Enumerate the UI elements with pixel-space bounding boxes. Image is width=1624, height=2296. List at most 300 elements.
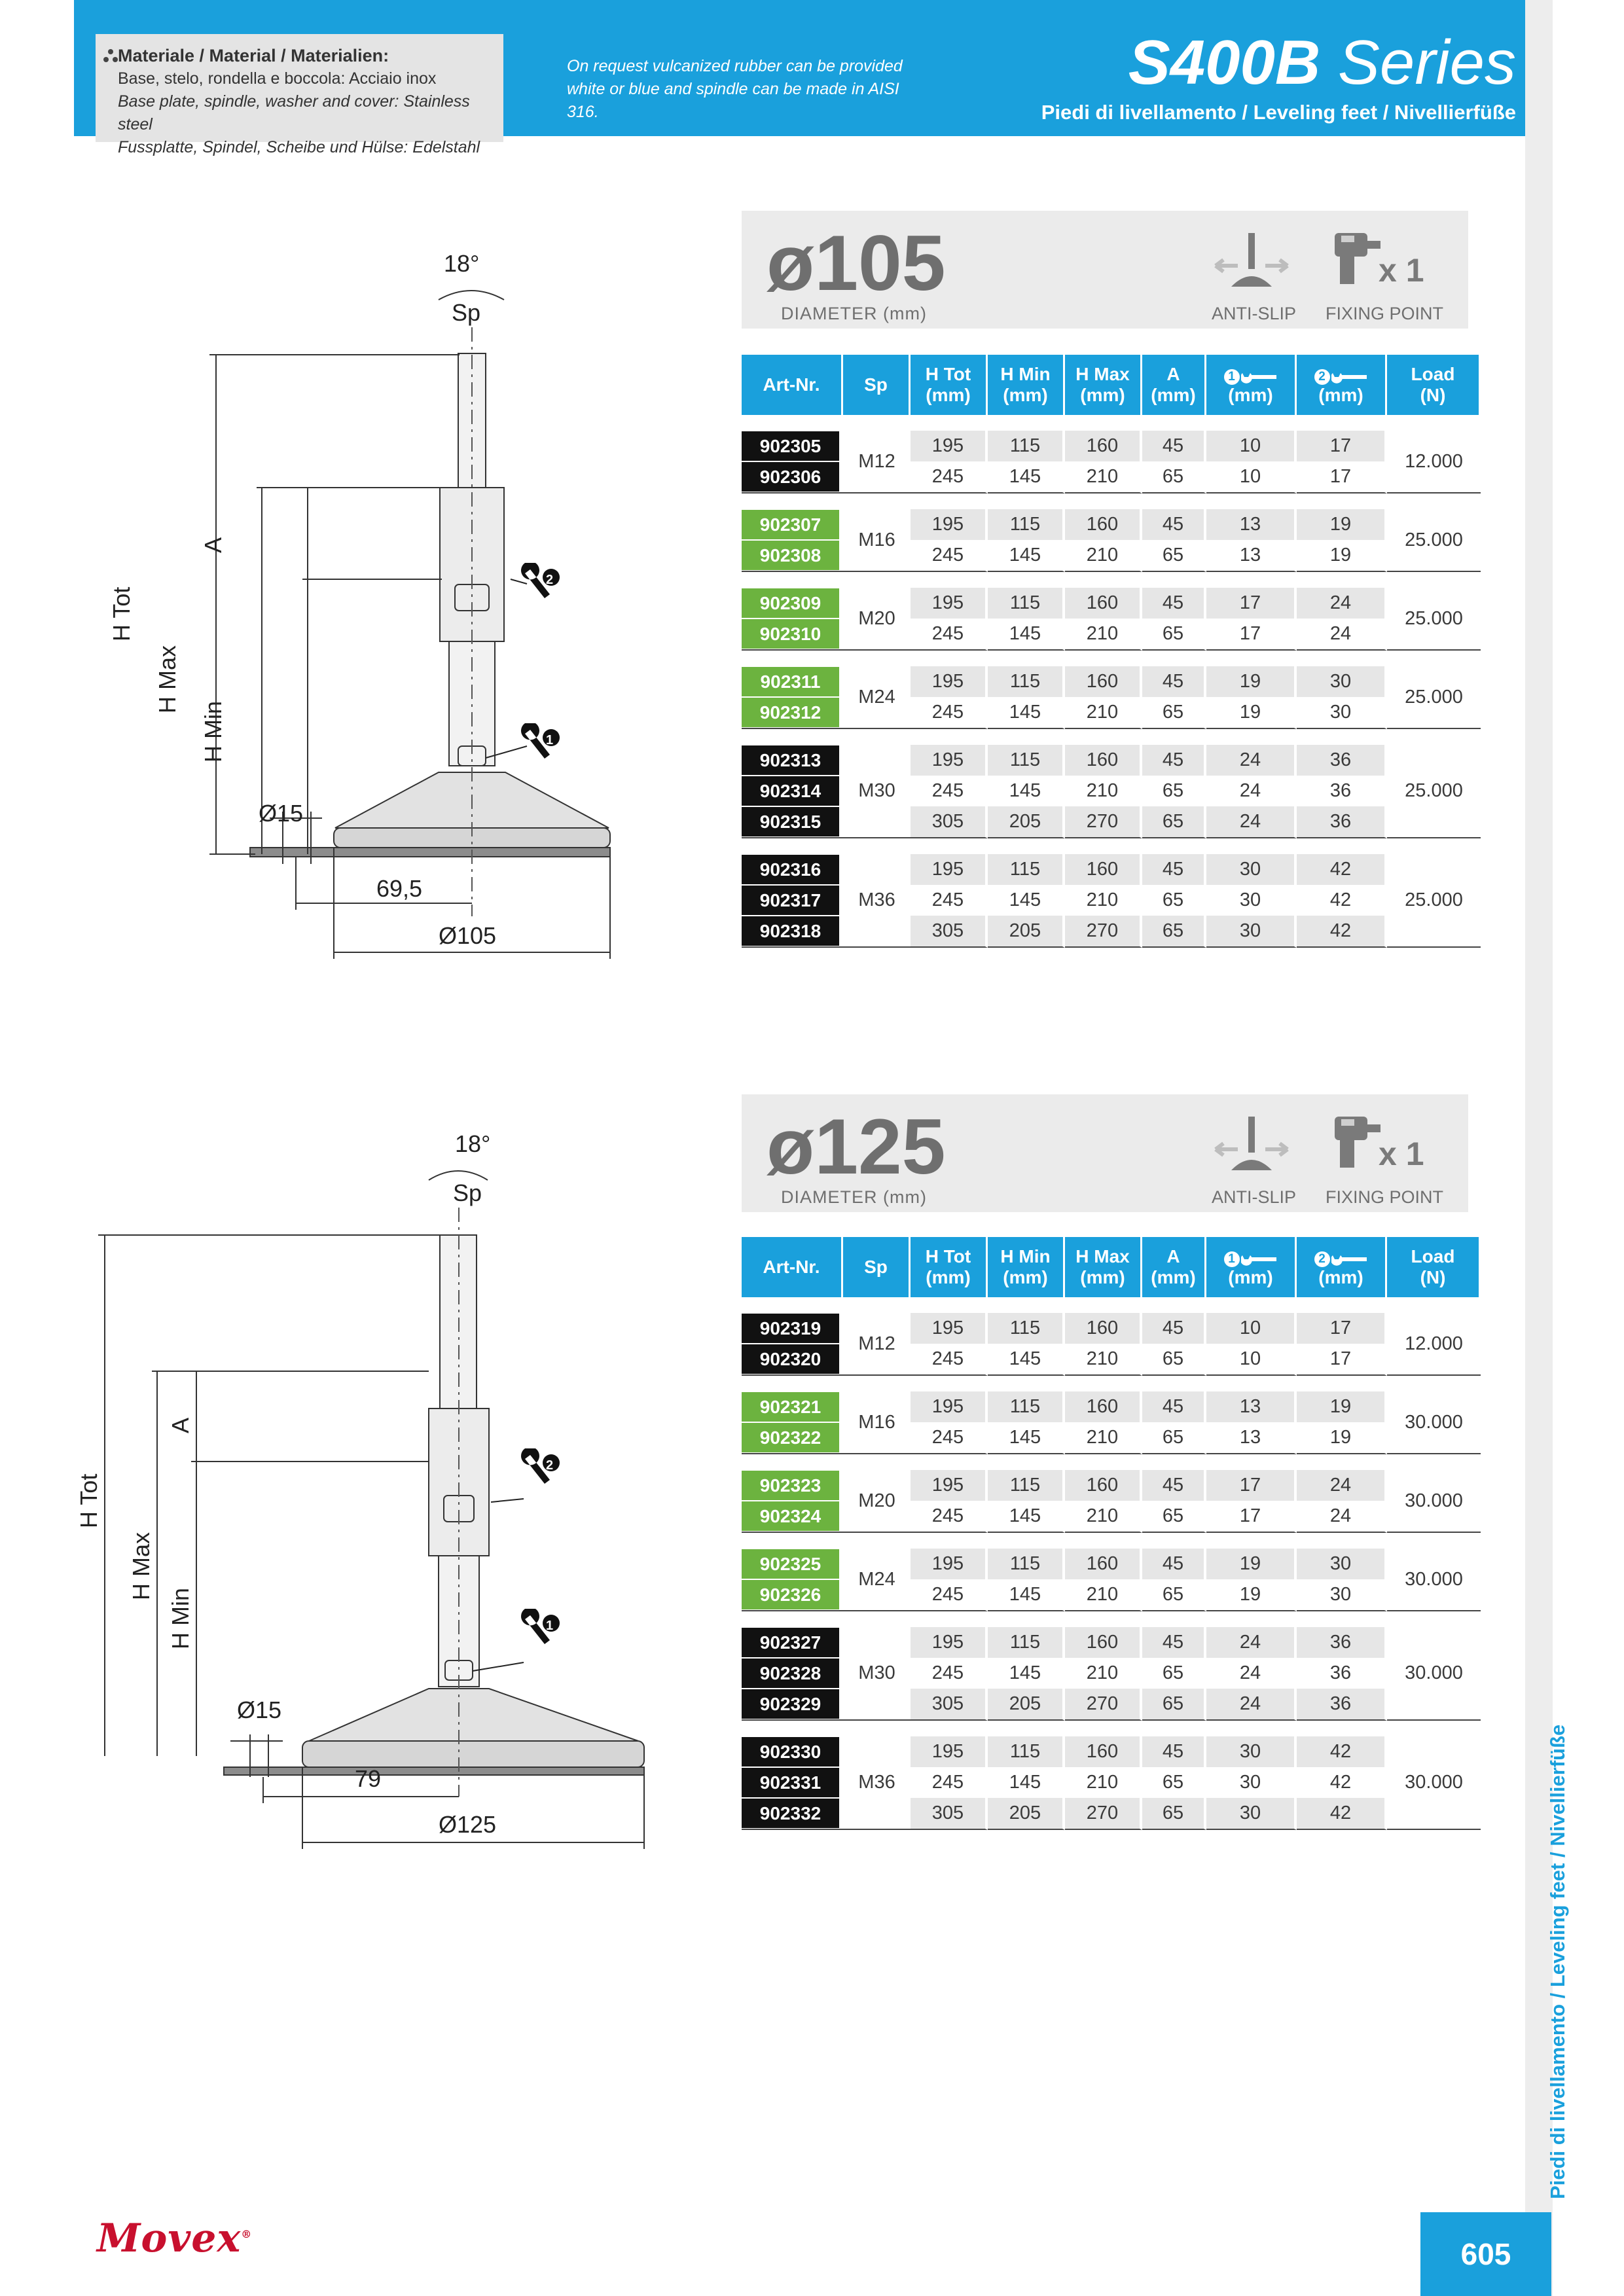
- value-cell-w1: 17: [1206, 619, 1297, 651]
- value-cell-h-tot: 245: [911, 461, 988, 493]
- article-number: 902315: [742, 807, 839, 836]
- diameter-value: ø125: [767, 1103, 946, 1191]
- article-number: 902325: [742, 1549, 839, 1579]
- article-cell: [742, 588, 843, 619]
- value-cell-h-min: 205: [988, 806, 1065, 838]
- table-row: [742, 854, 1481, 885]
- column-header: (mm): [1228, 1267, 1273, 1287]
- wrench-1-icon: 1: [1224, 1251, 1278, 1267]
- value-cell-h-min: 115: [988, 1736, 1065, 1767]
- section-header-105: [742, 211, 1468, 329]
- value-cell-h-max: 270: [1065, 916, 1142, 948]
- value-cell-w2: 17: [1297, 461, 1387, 493]
- wrench-2-icon: 2: [1314, 369, 1368, 385]
- load-cell: 25.000: [1387, 588, 1481, 651]
- value-cell-a: 45: [1142, 588, 1206, 619]
- spec-table-125: [742, 1237, 1481, 1830]
- article-number: 902306: [742, 462, 839, 492]
- column-header: (mm): [1318, 385, 1363, 405]
- article-cell: [742, 1422, 843, 1454]
- fixing-point-drill-icon: [1331, 228, 1383, 293]
- value-cell-h-min: 115: [988, 509, 1065, 540]
- sp-cell: M16: [843, 1391, 911, 1454]
- value-cell-h-tot: 245: [911, 1501, 988, 1533]
- value-cell-w1: 10: [1206, 1344, 1297, 1376]
- value-cell-w1: 17: [1206, 1501, 1297, 1533]
- value-cell-a: 65: [1142, 1658, 1206, 1689]
- value-cell-h-max: 160: [1065, 588, 1142, 619]
- spacer-row: [742, 493, 1481, 509]
- article-cell: [742, 540, 843, 572]
- table-row: [742, 1313, 1481, 1344]
- value-cell-h-tot: 305: [911, 806, 988, 838]
- value-cell-h-max: 160: [1065, 431, 1142, 461]
- value-cell-h-max: 160: [1065, 666, 1142, 697]
- article-cell: [742, 1579, 843, 1611]
- value-cell-w1: 10: [1206, 1313, 1297, 1344]
- value-cell-w2: 36: [1297, 776, 1387, 806]
- header-cell: [1142, 355, 1206, 415]
- article-cell: [742, 1549, 843, 1579]
- article-cell: [742, 666, 843, 697]
- value-cell-w2: 36: [1297, 1689, 1387, 1721]
- value-cell-a: 65: [1142, 1501, 1206, 1533]
- h-max-label: H Max: [154, 645, 181, 713]
- value-cell-h-tot: 245: [911, 885, 988, 916]
- table-row: [742, 1627, 1481, 1658]
- column-header: H Min (mm): [1000, 364, 1051, 405]
- fixing-point-drill-icon: [1331, 1111, 1383, 1177]
- spacer-row: [742, 1721, 1481, 1736]
- fixing-point-count: x 1: [1379, 1136, 1424, 1172]
- header-cell: [1206, 355, 1297, 415]
- table-row: [742, 1470, 1481, 1501]
- header-cell: [911, 355, 988, 415]
- value-cell-w1: 19: [1206, 1549, 1297, 1579]
- value-cell-h-min: 145: [988, 1767, 1065, 1798]
- sp-cell: M16: [843, 509, 911, 572]
- value-cell-w2: 42: [1297, 885, 1387, 916]
- spacer-row: [742, 1533, 1481, 1549]
- wrench-1-icon: [486, 723, 560, 759]
- value-cell-a: 45: [1142, 1736, 1206, 1767]
- value-cell-w1: 17: [1206, 588, 1297, 619]
- page-number: 605: [1420, 2212, 1551, 2296]
- value-cell-h-max: 210: [1065, 697, 1142, 729]
- sp-cell: M30: [843, 1627, 911, 1721]
- article-cell: [742, 431, 843, 461]
- spacer-row: [742, 1611, 1481, 1627]
- column-header: Sp: [864, 374, 888, 395]
- anti-slip-icon: [1212, 226, 1290, 298]
- value-cell-w2: 42: [1297, 854, 1387, 885]
- value-cell-h-max: 160: [1065, 1736, 1142, 1767]
- value-cell-w2: 30: [1297, 697, 1387, 729]
- article-cell: [742, 1767, 843, 1798]
- value-cell-w1: 19: [1206, 1579, 1297, 1611]
- spacer-row: [742, 838, 1481, 854]
- value-cell-a: 65: [1142, 1689, 1206, 1721]
- fixing-point-count: x 1: [1379, 252, 1424, 289]
- value-cell-h-tot: 195: [911, 588, 988, 619]
- table-row: [742, 588, 1481, 619]
- value-cell-w2: 42: [1297, 1767, 1387, 1798]
- value-cell-h-max: 210: [1065, 1344, 1142, 1376]
- load-cell: 30.000: [1387, 1470, 1481, 1533]
- sp-label: Sp: [452, 299, 481, 326]
- value-cell-a: 45: [1142, 854, 1206, 885]
- table-row: [742, 431, 1481, 461]
- article-number: 902305: [742, 431, 839, 461]
- value-cell-w2: 42: [1297, 1798, 1387, 1830]
- base-plate: [302, 1741, 644, 1767]
- value-cell-h-tot: 195: [911, 854, 988, 885]
- fixing-point-label: FIXING POINT: [1326, 1187, 1444, 1207]
- column-header: H Tot (mm): [925, 1246, 971, 1287]
- value-cell-h-tot: 195: [911, 431, 988, 461]
- spacer-row: [742, 1454, 1481, 1470]
- h-tot-label: H Tot: [75, 1473, 102, 1528]
- article-cell: [742, 697, 843, 729]
- value-cell-w1: 19: [1206, 697, 1297, 729]
- article-cell: [742, 509, 843, 540]
- h-min-label: H Min: [200, 700, 226, 762]
- column-header: Sp: [864, 1257, 888, 1277]
- value-cell-w1: 13: [1206, 509, 1297, 540]
- value-cell-h-tot: 245: [911, 697, 988, 729]
- value-cell-w2: 19: [1297, 540, 1387, 572]
- article-cell: [742, 1501, 843, 1533]
- value-cell-w1: 13: [1206, 1422, 1297, 1454]
- value-cell-h-min: 115: [988, 431, 1065, 461]
- value-cell-h-max: 210: [1065, 461, 1142, 493]
- value-cell-a: 45: [1142, 431, 1206, 461]
- article-cell: [742, 1736, 843, 1767]
- value-cell-w1: 30: [1206, 1767, 1297, 1798]
- value-cell-h-min: 145: [988, 776, 1065, 806]
- article-number: 902326: [742, 1580, 839, 1609]
- header-cell: [742, 355, 843, 415]
- offset-label: 69,5: [376, 875, 423, 902]
- value-cell-w1: 30: [1206, 854, 1297, 885]
- article-number: 902323: [742, 1471, 839, 1500]
- value-cell-w1: 24: [1206, 1689, 1297, 1721]
- wrench-2-icon: [511, 563, 560, 598]
- article-cell: [742, 1798, 843, 1830]
- load-cell: 12.000: [1387, 1313, 1481, 1376]
- value-cell-a: 65: [1142, 1422, 1206, 1454]
- spacer-row: [742, 651, 1481, 666]
- column-header: A (mm): [1151, 364, 1196, 405]
- value-cell-w1: 24: [1206, 776, 1297, 806]
- value-cell-a: 45: [1142, 745, 1206, 776]
- brand-logo: [97, 2215, 252, 2261]
- header-cell: [1065, 355, 1142, 415]
- hole-label: Ø15: [259, 800, 304, 827]
- value-cell-h-min: 115: [988, 1627, 1065, 1658]
- spacer-row: [742, 415, 1481, 431]
- value-cell-h-max: 210: [1065, 1767, 1142, 1798]
- spec-table-105: [742, 355, 1481, 948]
- value-cell-h-min: 145: [988, 540, 1065, 572]
- article-number: 902330: [742, 1737, 839, 1767]
- spacer-row: [742, 572, 1481, 588]
- spacer-row: [742, 1297, 1481, 1313]
- value-cell-w2: 24: [1297, 588, 1387, 619]
- load-cell: 30.000: [1387, 1549, 1481, 1611]
- article-number: 902327: [742, 1628, 839, 1657]
- value-cell-h-min: 145: [988, 697, 1065, 729]
- value-cell-w2: 36: [1297, 1627, 1387, 1658]
- value-cell-h-min: 145: [988, 1658, 1065, 1689]
- value-cell-h-tot: 195: [911, 1391, 988, 1422]
- article-cell: [742, 916, 843, 948]
- value-cell-h-max: 210: [1065, 1579, 1142, 1611]
- value-cell-w2: 36: [1297, 1658, 1387, 1689]
- article-cell: [742, 1344, 843, 1376]
- materials-line-en: Base plate, spindle, washer and cover: Stainless steel: [118, 92, 470, 134]
- load-cell: 12.000: [1387, 431, 1481, 493]
- column-header: (mm): [1228, 385, 1273, 405]
- article-number: 902311: [742, 667, 839, 696]
- technical-drawing-125: [65, 1129, 713, 1856]
- value-cell-h-tot: 195: [911, 1736, 988, 1767]
- article-number: 902329: [742, 1689, 839, 1719]
- base-cone: [309, 1689, 638, 1741]
- value-cell-a: 65: [1142, 1579, 1206, 1611]
- value-cell-h-tot: 245: [911, 1422, 988, 1454]
- column-header: Load (N): [1411, 1246, 1455, 1287]
- value-cell-h-min: 145: [988, 1579, 1065, 1611]
- value-cell-h-max: 160: [1065, 745, 1142, 776]
- table-header-row: [742, 1237, 1481, 1297]
- header-cell: [1297, 1237, 1387, 1297]
- value-cell-h-tot: 195: [911, 666, 988, 697]
- article-cell: [742, 1391, 843, 1422]
- value-cell-h-max: 160: [1065, 1470, 1142, 1501]
- value-cell-h-max: 270: [1065, 806, 1142, 838]
- value-cell-h-tot: 305: [911, 916, 988, 948]
- materials-line-de: Fussplatte, Spindel, Scheibe und Hülse: Edelstahl: [118, 138, 480, 156]
- value-cell-h-tot: 245: [911, 619, 988, 651]
- sp-cell: M24: [843, 1549, 911, 1611]
- value-cell-a: 65: [1142, 1344, 1206, 1376]
- svg-text:2: 2: [546, 1458, 554, 1473]
- sp-cell: M30: [843, 745, 911, 838]
- header-cell: [988, 1237, 1065, 1297]
- value-cell-w1: 13: [1206, 1391, 1297, 1422]
- value-cell-h-min: 205: [988, 1689, 1065, 1721]
- article-number: 902320: [742, 1344, 839, 1374]
- series-main: S400B: [1128, 27, 1321, 98]
- value-cell-h-tot: 305: [911, 1689, 988, 1721]
- value-cell-h-min: 115: [988, 1391, 1065, 1422]
- side-text: Piedi di livellamento / Leveling feet / Nivellierfüße: [1546, 1724, 1569, 2199]
- value-cell-w2: 17: [1297, 1313, 1387, 1344]
- materials-icon: [103, 48, 118, 63]
- value-cell-h-max: 210: [1065, 1658, 1142, 1689]
- svg-text:1: 1: [546, 733, 554, 747]
- value-cell-a: 45: [1142, 666, 1206, 697]
- h-tot-label: H Tot: [108, 586, 135, 641]
- value-cell-w2: 19: [1297, 509, 1387, 540]
- sp-cell: M12: [843, 1313, 911, 1376]
- value-cell-a: 65: [1142, 885, 1206, 916]
- value-cell-a: 65: [1142, 619, 1206, 651]
- article-cell: [742, 885, 843, 916]
- value-cell-w2: 42: [1297, 916, 1387, 948]
- spacer-row: [742, 1376, 1481, 1391]
- value-cell-h-min: 115: [988, 588, 1065, 619]
- value-cell-w2: 36: [1297, 745, 1387, 776]
- value-cell-h-max: 160: [1065, 1627, 1142, 1658]
- value-cell-h-max: 210: [1065, 885, 1142, 916]
- value-cell-a: 45: [1142, 1391, 1206, 1422]
- sp-cell: M20: [843, 1470, 911, 1533]
- value-cell-h-tot: 245: [911, 776, 988, 806]
- article-number: 902309: [742, 588, 839, 618]
- table-row: [742, 745, 1481, 776]
- angle-arc: [429, 1171, 488, 1180]
- column-header: A (mm): [1151, 1246, 1196, 1287]
- article-number: 902313: [742, 745, 839, 775]
- value-cell-h-tot: 245: [911, 1658, 988, 1689]
- value-cell-h-tot: 195: [911, 1470, 988, 1501]
- article-number: 902307: [742, 510, 839, 539]
- value-cell-a: 65: [1142, 1798, 1206, 1830]
- article-number: 902322: [742, 1423, 839, 1452]
- value-cell-h-tot: 195: [911, 1313, 988, 1344]
- value-cell-h-max: 160: [1065, 1313, 1142, 1344]
- value-cell-h-max: 160: [1065, 854, 1142, 885]
- load-cell: 25.000: [1387, 745, 1481, 838]
- value-cell-h-tot: 195: [911, 1549, 988, 1579]
- column-header: H Min (mm): [1000, 1246, 1051, 1287]
- diameter-value: ø105: [767, 219, 946, 307]
- article-cell: [742, 854, 843, 885]
- column-header: Load (N): [1411, 364, 1455, 405]
- value-cell-w2: 17: [1297, 431, 1387, 461]
- h-min-label: H Min: [167, 1587, 194, 1649]
- request-note: On request vulcanized rubber can be provided white or blue and spindle can be made in AISI 316.: [567, 57, 903, 121]
- article-cell: [742, 806, 843, 838]
- load-cell: 30.000: [1387, 1627, 1481, 1721]
- value-cell-h-tot: 245: [911, 1767, 988, 1798]
- value-cell-h-min: 115: [988, 745, 1065, 776]
- value-cell-w2: 19: [1297, 1422, 1387, 1454]
- value-cell-h-min: 115: [988, 1470, 1065, 1501]
- header-cell: [1142, 1237, 1206, 1297]
- materials-line-it: Base, stelo, rondella e boccola: Acciaio inox: [118, 69, 437, 88]
- value-cell-w1: 30: [1206, 916, 1297, 948]
- column-header: H Tot (mm): [925, 364, 971, 405]
- base-diameter-label: Ø105: [439, 922, 497, 949]
- svg-text:2: 2: [546, 573, 554, 587]
- article-cell: [742, 1627, 843, 1658]
- value-cell-w1: 10: [1206, 461, 1297, 493]
- value-cell-w1: 24: [1206, 806, 1297, 838]
- header-cell: [742, 1237, 843, 1297]
- article-number: 902318: [742, 916, 839, 946]
- value-cell-a: 65: [1142, 1767, 1206, 1798]
- wrench-2-icon: [491, 1448, 560, 1502]
- value-cell-h-max: 270: [1065, 1798, 1142, 1830]
- load-cell: 25.000: [1387, 509, 1481, 572]
- value-cell-h-min: 115: [988, 1549, 1065, 1579]
- table-row: [742, 666, 1481, 697]
- materials-title: Materiale / Material / Materialien:: [118, 46, 389, 65]
- value-cell-h-max: 160: [1065, 1391, 1142, 1422]
- value-cell-w1: 10: [1206, 431, 1297, 461]
- svg-text:1: 1: [546, 1619, 554, 1633]
- value-cell-h-min: 145: [988, 619, 1065, 651]
- header-cell: [843, 355, 911, 415]
- article-number: 902332: [742, 1799, 839, 1828]
- value-cell-h-max: 210: [1065, 540, 1142, 572]
- value-cell-w1: 30: [1206, 1798, 1297, 1830]
- header-cell: [1297, 355, 1387, 415]
- value-cell-h-tot: 245: [911, 1344, 988, 1376]
- spacer-row: [742, 729, 1481, 745]
- base-diameter-label: Ø125: [439, 1811, 497, 1838]
- header-cell: [1065, 1237, 1142, 1297]
- header-cell: [843, 1237, 911, 1297]
- series-title: [1128, 27, 1516, 98]
- value-cell-h-tot: 245: [911, 540, 988, 572]
- column-header: H Max (mm): [1075, 364, 1130, 405]
- table-row: [742, 1736, 1481, 1767]
- header-cell: [1387, 1237, 1481, 1297]
- wrench-1-icon: [473, 1609, 560, 1671]
- value-cell-w2: 24: [1297, 1470, 1387, 1501]
- value-cell-h-min: 205: [988, 916, 1065, 948]
- value-cell-h-max: 210: [1065, 776, 1142, 806]
- load-cell: 25.000: [1387, 666, 1481, 729]
- a-label: A: [167, 1417, 194, 1433]
- a-label: A: [200, 537, 226, 553]
- article-cell: [742, 1313, 843, 1344]
- value-cell-a: 45: [1142, 509, 1206, 540]
- value-cell-w1: 30: [1206, 885, 1297, 916]
- value-cell-w1: 30: [1206, 1736, 1297, 1767]
- value-cell-w2: 19: [1297, 1391, 1387, 1422]
- table-row: [742, 1391, 1481, 1422]
- value-cell-h-max: 210: [1065, 619, 1142, 651]
- value-cell-h-min: 115: [988, 854, 1065, 885]
- value-cell-w2: 36: [1297, 806, 1387, 838]
- value-cell-w2: 30: [1297, 1579, 1387, 1611]
- value-cell-h-max: 270: [1065, 1689, 1142, 1721]
- header-cell: [1387, 355, 1481, 415]
- materials-box: [96, 34, 503, 156]
- sp-cell: M24: [843, 666, 911, 729]
- value-cell-a: 65: [1142, 916, 1206, 948]
- hole-label: Ø15: [237, 1696, 282, 1723]
- value-cell-h-min: 115: [988, 666, 1065, 697]
- registered-mark: ®: [241, 2228, 253, 2240]
- anti-slip-label: ANTI-SLIP: [1212, 304, 1297, 323]
- column-header: (mm): [1318, 1267, 1363, 1287]
- sp-cell: M36: [843, 1736, 911, 1830]
- diameter-label: DIAMETER (mm): [781, 1187, 927, 1207]
- section-header-125: [742, 1094, 1468, 1212]
- article-number: 902331: [742, 1768, 839, 1797]
- fixing-point-label: FIXING POINT: [1326, 304, 1444, 323]
- table-header-row: [742, 355, 1481, 415]
- spindle-collar: [440, 488, 504, 641]
- base-pad: [224, 1767, 644, 1775]
- value-cell-w2: 30: [1297, 1549, 1387, 1579]
